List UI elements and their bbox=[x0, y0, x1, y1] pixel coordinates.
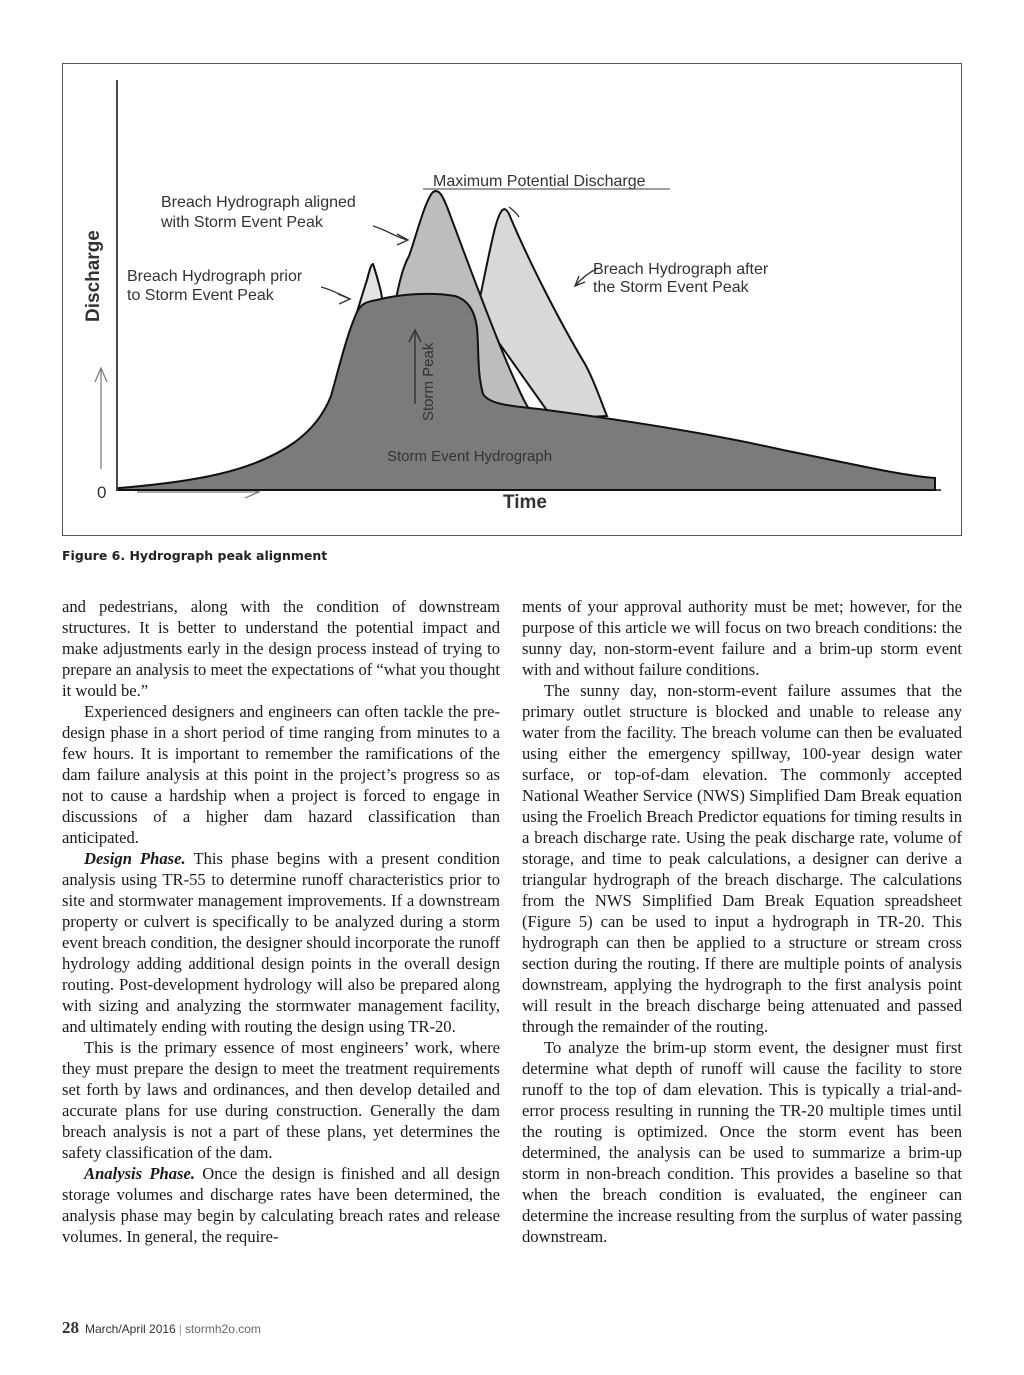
runin-heading: Design Phase. bbox=[84, 849, 186, 868]
y-axis-direction-arrow bbox=[95, 368, 107, 469]
paragraph: ments of your approval authority must be met; however, for the purpose of this article we will focus on two breach conditions: the sunny day, non-storm-event failure and a brim-up storm event with and without failure conditions. bbox=[522, 597, 962, 679]
runin-heading: Analysis Phase. bbox=[84, 1164, 195, 1183]
paragraph: This is the primary essence of most engineers’ work, where they must prepare the design to meet the treatment requirements set forth by laws and ordinances, and then develop detailed and accurate plans for use during construction. Generally the dam breach analysis is not a part of these plans, yet determines the safety classification of the dam. bbox=[62, 1038, 500, 1162]
label-after-line-2: the Storm Event Peak bbox=[593, 279, 749, 296]
paragraph: Experienced designers and engineers can often tackle the pre-design phase in a short period of time ranging from minutes to a few hours. It is important to remember the ramifications of the dam failure analysis at this point in the project’s progress so as not to cause a hardship when a project is forced to engage in discussions of a higher dam hazard classification than anticipated. bbox=[62, 702, 500, 847]
label-maximum-potential-discharge: Maximum Potential Discharge bbox=[433, 173, 646, 190]
label-prior-line-2: to Storm Event Peak bbox=[127, 287, 274, 304]
issue-date: March/April 2016 bbox=[85, 1322, 176, 1336]
paragraph: and pedestrians, along with the condition of downstream structures. It is better to understand the potential impact and make adjustments early in the design process instead of trying to prepare an analysis to meet the expectations of “what you thought it would be.” bbox=[62, 597, 500, 700]
page-number: 28 bbox=[62, 1318, 79, 1337]
paragraph: The sunny day, non-storm-event failure assumes that the primary outlet structure is blocked and unable to release any water from the facility. The breach volume can then be evaluated using either the emergency spillway, 100-year design water surface, or top-of-dam elevation. The commonly accepted National Weather Service (NWS) Simplified Dam Break equation using the Froelich Breach Predictor equations for timing results in a breach discharge rate. Using the peak discharge rate, volume of storage, and time to peak calculations, a designer can derive a triangular hydrograph of the breach discharge. The calculations from the NWS Simplified Dam Break Equation spreadsheet (Figure 5) can be used to input a hydrograph in TR-20. This hydrograph can then be applied to a structure or stream cross section during the routing. If there are multiple points of analysis downstream, applying the hydrograph to the first analysis point will result in the breach discharge being attenuated and passed through the remainder of the routing. bbox=[522, 681, 962, 1036]
y-axis-label: Discharge bbox=[83, 230, 104, 322]
paragraph-analysis-phase bbox=[62, 1163, 500, 1247]
paragraph-body: Once the design is finished and all design storage volumes and discharge rates have been determined, the analysis phase may begin by calculating breach rates and release volumes. In general, the require- bbox=[62, 1164, 500, 1246]
label-aligned-line-2: with Storm Event Peak bbox=[161, 214, 323, 231]
label-storm-peak: Storm Peak bbox=[420, 342, 437, 421]
left-column bbox=[62, 596, 500, 1247]
label-storm-event-hydrograph: Storm Event Hydrograph bbox=[387, 448, 553, 465]
origin-label: 0 bbox=[97, 483, 107, 502]
label-prior-line-1: Breach Hydrograph prior bbox=[127, 268, 303, 285]
hydrograph-diagram bbox=[63, 64, 963, 537]
page-footer bbox=[62, 1318, 261, 1338]
paragraph-body: This phase begins with a present condition analysis using TR-55 to determine runoff characteristics prior to site and stormwater management improvements. If a downstream property or culvert is specifically to be analyzed during a storm event breach condition, the designer should incorporate the runoff hydrology adding additional design points in the overall design routing. Post-development hydrology will also be prepared along with sizing and analyzing the stormwater management facility, and ultimately ending with routing the design using TR-20. bbox=[62, 849, 500, 1036]
label-after-line-1: Breach Hydrograph after bbox=[593, 261, 769, 278]
paragraph-design-phase bbox=[62, 848, 500, 1037]
footer-separator: | bbox=[178, 1322, 182, 1336]
right-column bbox=[522, 596, 962, 1247]
x-axis-label: Time bbox=[503, 492, 548, 513]
label-aligned-line-1: Breach Hydrograph aligned bbox=[161, 194, 356, 211]
figure-hydrograph bbox=[62, 63, 962, 536]
figure-caption: Figure 6. Hydrograph peak alignment bbox=[62, 548, 328, 563]
footer-website: stormh2o.com bbox=[184, 1322, 261, 1336]
paragraph: To analyze the brim-up storm event, the designer must first determine what depth of runoff will cause the facility to store runoff to the top of dam elevation. This is typically a trial-and-error process resulting in running the TR-20 multiple times until the routing is optimized. Once the storm event has been determined, the analysis can be used to summarize a brim-up storm in non-breach condition. This provides a baseline so that when the breach condition is evaluated, the engineer can determine the increase resulting from the surplus of water passing downstream. bbox=[522, 1038, 962, 1246]
